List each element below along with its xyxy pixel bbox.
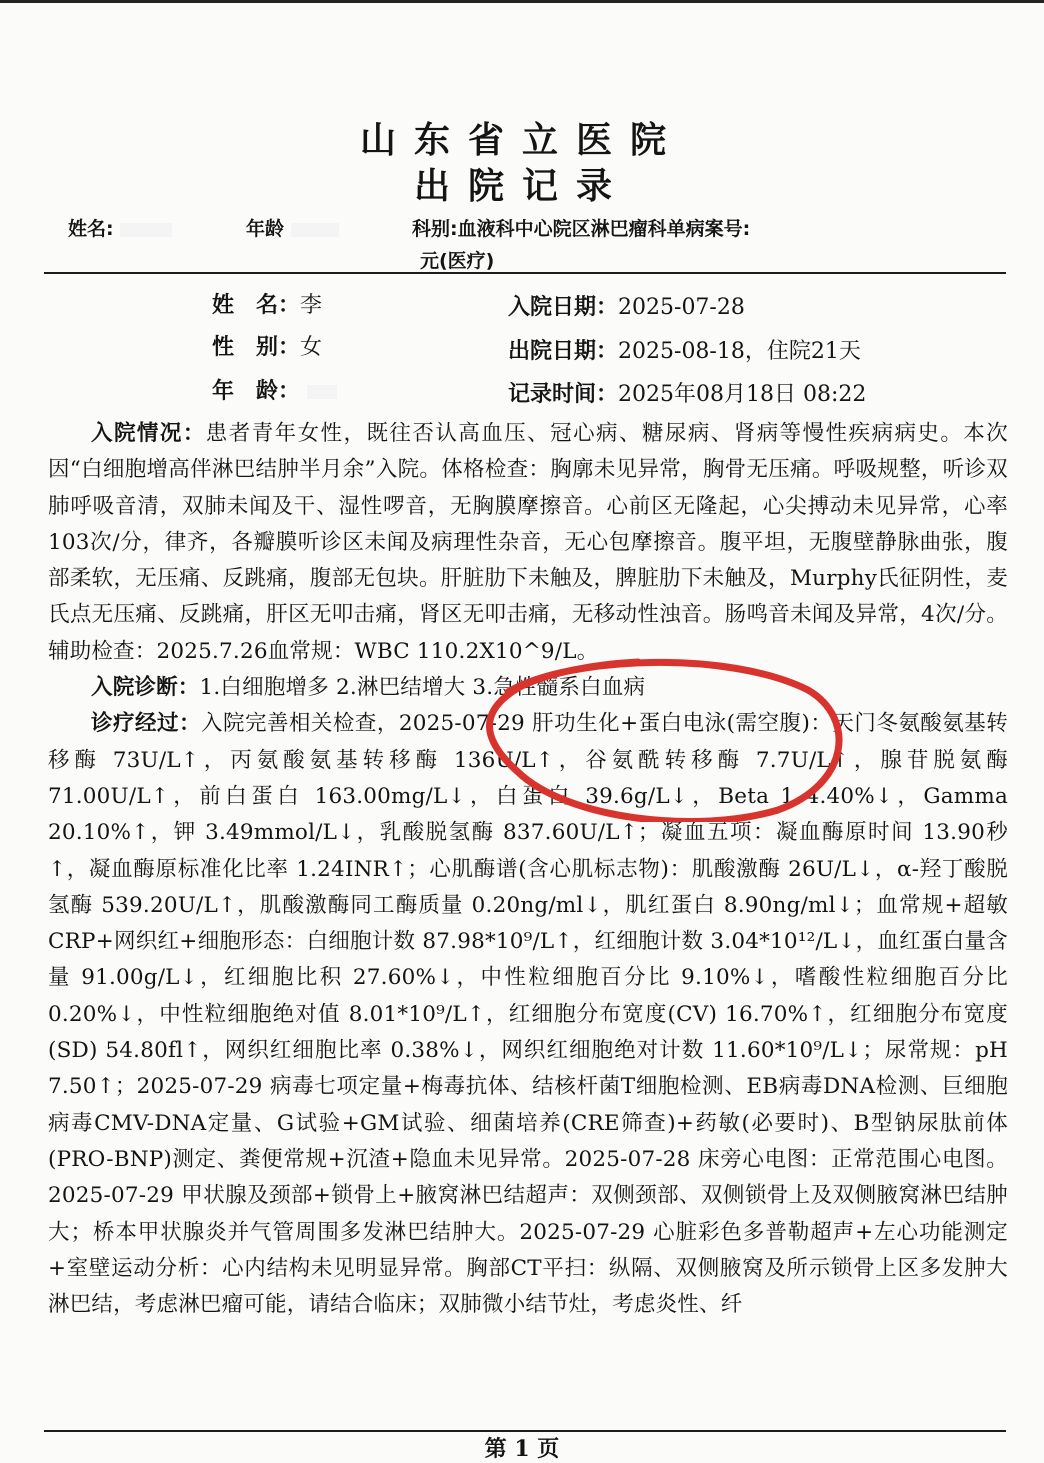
header-age-field bbox=[246, 214, 339, 241]
course-text: 入院完善相关检查，2025-07-29 肝功生化+蛋白电泳(需空腹)：天门冬氨酸氨基转移酶 73U/L↑，丙氨酸氨基转移酶 136U/L↑，谷氨酰转移酶 7.7U/L↑，腺苷脱氨酶 71.00U/L↑，前白蛋白 163.00mg/L↓，白蛋白 39.6g/L↓，Beta 1 4.40%↓，Gamma 20.10%↑，钾 3.49mmol/L↓，乳酸脱氢酶 837.60U/L↑；凝血五项：凝血酶原时间 13.90秒↑，凝血酶原标准化比率 1.24INR↑；心肌酶谱(含心肌标志物)：肌酸激酶 26U/L↓，α-羟丁酸脱氢酶 539.20U/L↑，肌酸激酶同工酶质量 0.20ng/ml↓，肌红蛋白 8.90ng/ml↓；血常规+超敏CRP+网织红+细胞形态：白细胞计数 87.98*10⁹/L↑，红细胞计数 3.04*10¹²/L↓，血红蛋白量含量 91.00g/L↓，红细胞比积 27.60%↓，中性粒细胞百分比 9.10%↓，嗜酸性粒细胞百分比 0.20%↓，中性粒细胞绝对值 8.01*10⁹/L↑，红细胞分布宽度(CV) 16.70%↑，红细胞分布宽度(SD) 54.80fl↑，网织红细胞比率 0.38%↓，网织红细胞绝对计数 11.60*10⁹/L↓；尿常规：pH 7.50↑；2025-07-29 病毒七项定量+梅毒抗体、结核杆菌T细胞检测、EB病毒DNA检测、巨细胞病毒CMV-DNA定量、G试验+GM试验、细菌培养(CRE筛查)+药敏(必要时)、B型钠尿肽前体(PRO-BNP)测定、粪便常规+沉渣+隐血未见异常。2025-07-28 床旁心电图：正常范围心电图。2025-07-29 甲状腺及颈部+锁骨上+腋窝淋巴结超声：双侧颈部、双侧锁骨上及双侧腋窝淋巴结肿大；桥本甲状腺炎并气管周围多发淋巴结肿大。2025-07-29 心脏彩色多普勒超声+左心功能测定+室壁运动分析：心内结构未见明显异常。胸部CT平扫：纵隔、双侧腋窝及所示锁骨上区多发肿大淋巴结，考虑淋巴瘤可能，请结合临床；双肺微小结节灶，考虑炎性、纤 bbox=[48, 711, 1008, 1318]
patient-sex-label: 性 别： bbox=[212, 334, 301, 360]
header-name-field bbox=[68, 214, 172, 241]
header-dept: 科别:血液科中心院区淋巴瘤科单病案号: bbox=[412, 218, 751, 240]
header-divider bbox=[44, 272, 1006, 274]
patient-name-row bbox=[212, 288, 322, 319]
admit-date-value: 2025-07-28 bbox=[618, 295, 745, 320]
admit-date-label: 入院日期： bbox=[508, 294, 619, 320]
record-body bbox=[48, 416, 1008, 1323]
header-age-label: 年龄 bbox=[246, 218, 285, 240]
hospital-name: 山东省立医院 bbox=[359, 119, 684, 161]
header-dept-continued: 元(医疗) bbox=[420, 250, 495, 272]
discharge-date-value: 2025-08-18，住院21天 bbox=[618, 339, 861, 364]
discharge-date-label: 出院日期： bbox=[508, 338, 619, 364]
discharge-date-row bbox=[508, 334, 861, 365]
diagnosis-paragraph bbox=[48, 670, 1008, 706]
page-top-edge bbox=[0, 0, 1044, 3]
patient-age-row bbox=[212, 374, 337, 405]
patient-name-label: 姓 名： bbox=[212, 292, 301, 318]
admit-date-row bbox=[508, 290, 745, 321]
document-title: 出院记录 bbox=[413, 165, 630, 207]
record-time-label: 记录时间： bbox=[508, 381, 619, 407]
diagnosis-heading: 入院诊断： bbox=[91, 675, 200, 701]
course-heading: 诊疗经过： bbox=[91, 711, 201, 737]
patient-name-value: 李 bbox=[300, 293, 323, 318]
redacted-age bbox=[291, 223, 339, 237]
admission-text: 患者青年女性，既往否认高血压、冠心病、糖尿病、肾病等慢性疾病病史。本次因“白细胞增高伴淋巴结肿半月余”入院。体格检查：胸廓未见异常，胸骨无压痛。呼吸规整，听诊双肺呼吸音清，双肺未闻及干、湿性啰音，无胸膜摩擦音。心前区无隆起，心尖搏动未见异常，心率103次/分，律齐，各瓣膜听诊区未闻及病理性杂音，无心包摩擦音。腹平坦，无腹壁静脉曲张，腹部柔软，无压痛、反跳痛，腹部无包块。肝脏肋下未触及，脾脏肋下未触及，Murphy氏征阴性，麦氏点无压痛、反跳痛，肝区无叩击痛，肾区无叩击痛，无移动性浊音。肠鸣音未闻及异常，4次/分。辅助检查：2025.7.26血常规：WBC 110.2X10^9/L。 bbox=[48, 421, 1008, 664]
diagnosis-text: 1.白细胞增多 2.淋巴结增大 3.急性髓系白血病 bbox=[199, 675, 646, 701]
record-time-value: 2025年08月18日 08:22 bbox=[618, 382, 867, 407]
header-name-label: 姓名: bbox=[68, 218, 114, 240]
patient-sex-row bbox=[212, 330, 322, 361]
page-number: 第 1 页 bbox=[484, 1436, 560, 1462]
admission-heading: 入院情况： bbox=[91, 421, 206, 446]
record-time-row bbox=[508, 377, 866, 408]
redacted-patient-age bbox=[307, 385, 337, 399]
course-paragraph bbox=[48, 706, 1008, 1323]
patient-age-label: 年 龄： bbox=[212, 378, 301, 404]
patient-sex-value: 女 bbox=[300, 335, 323, 360]
admission-paragraph bbox=[48, 416, 1008, 670]
redacted-name bbox=[120, 223, 172, 237]
